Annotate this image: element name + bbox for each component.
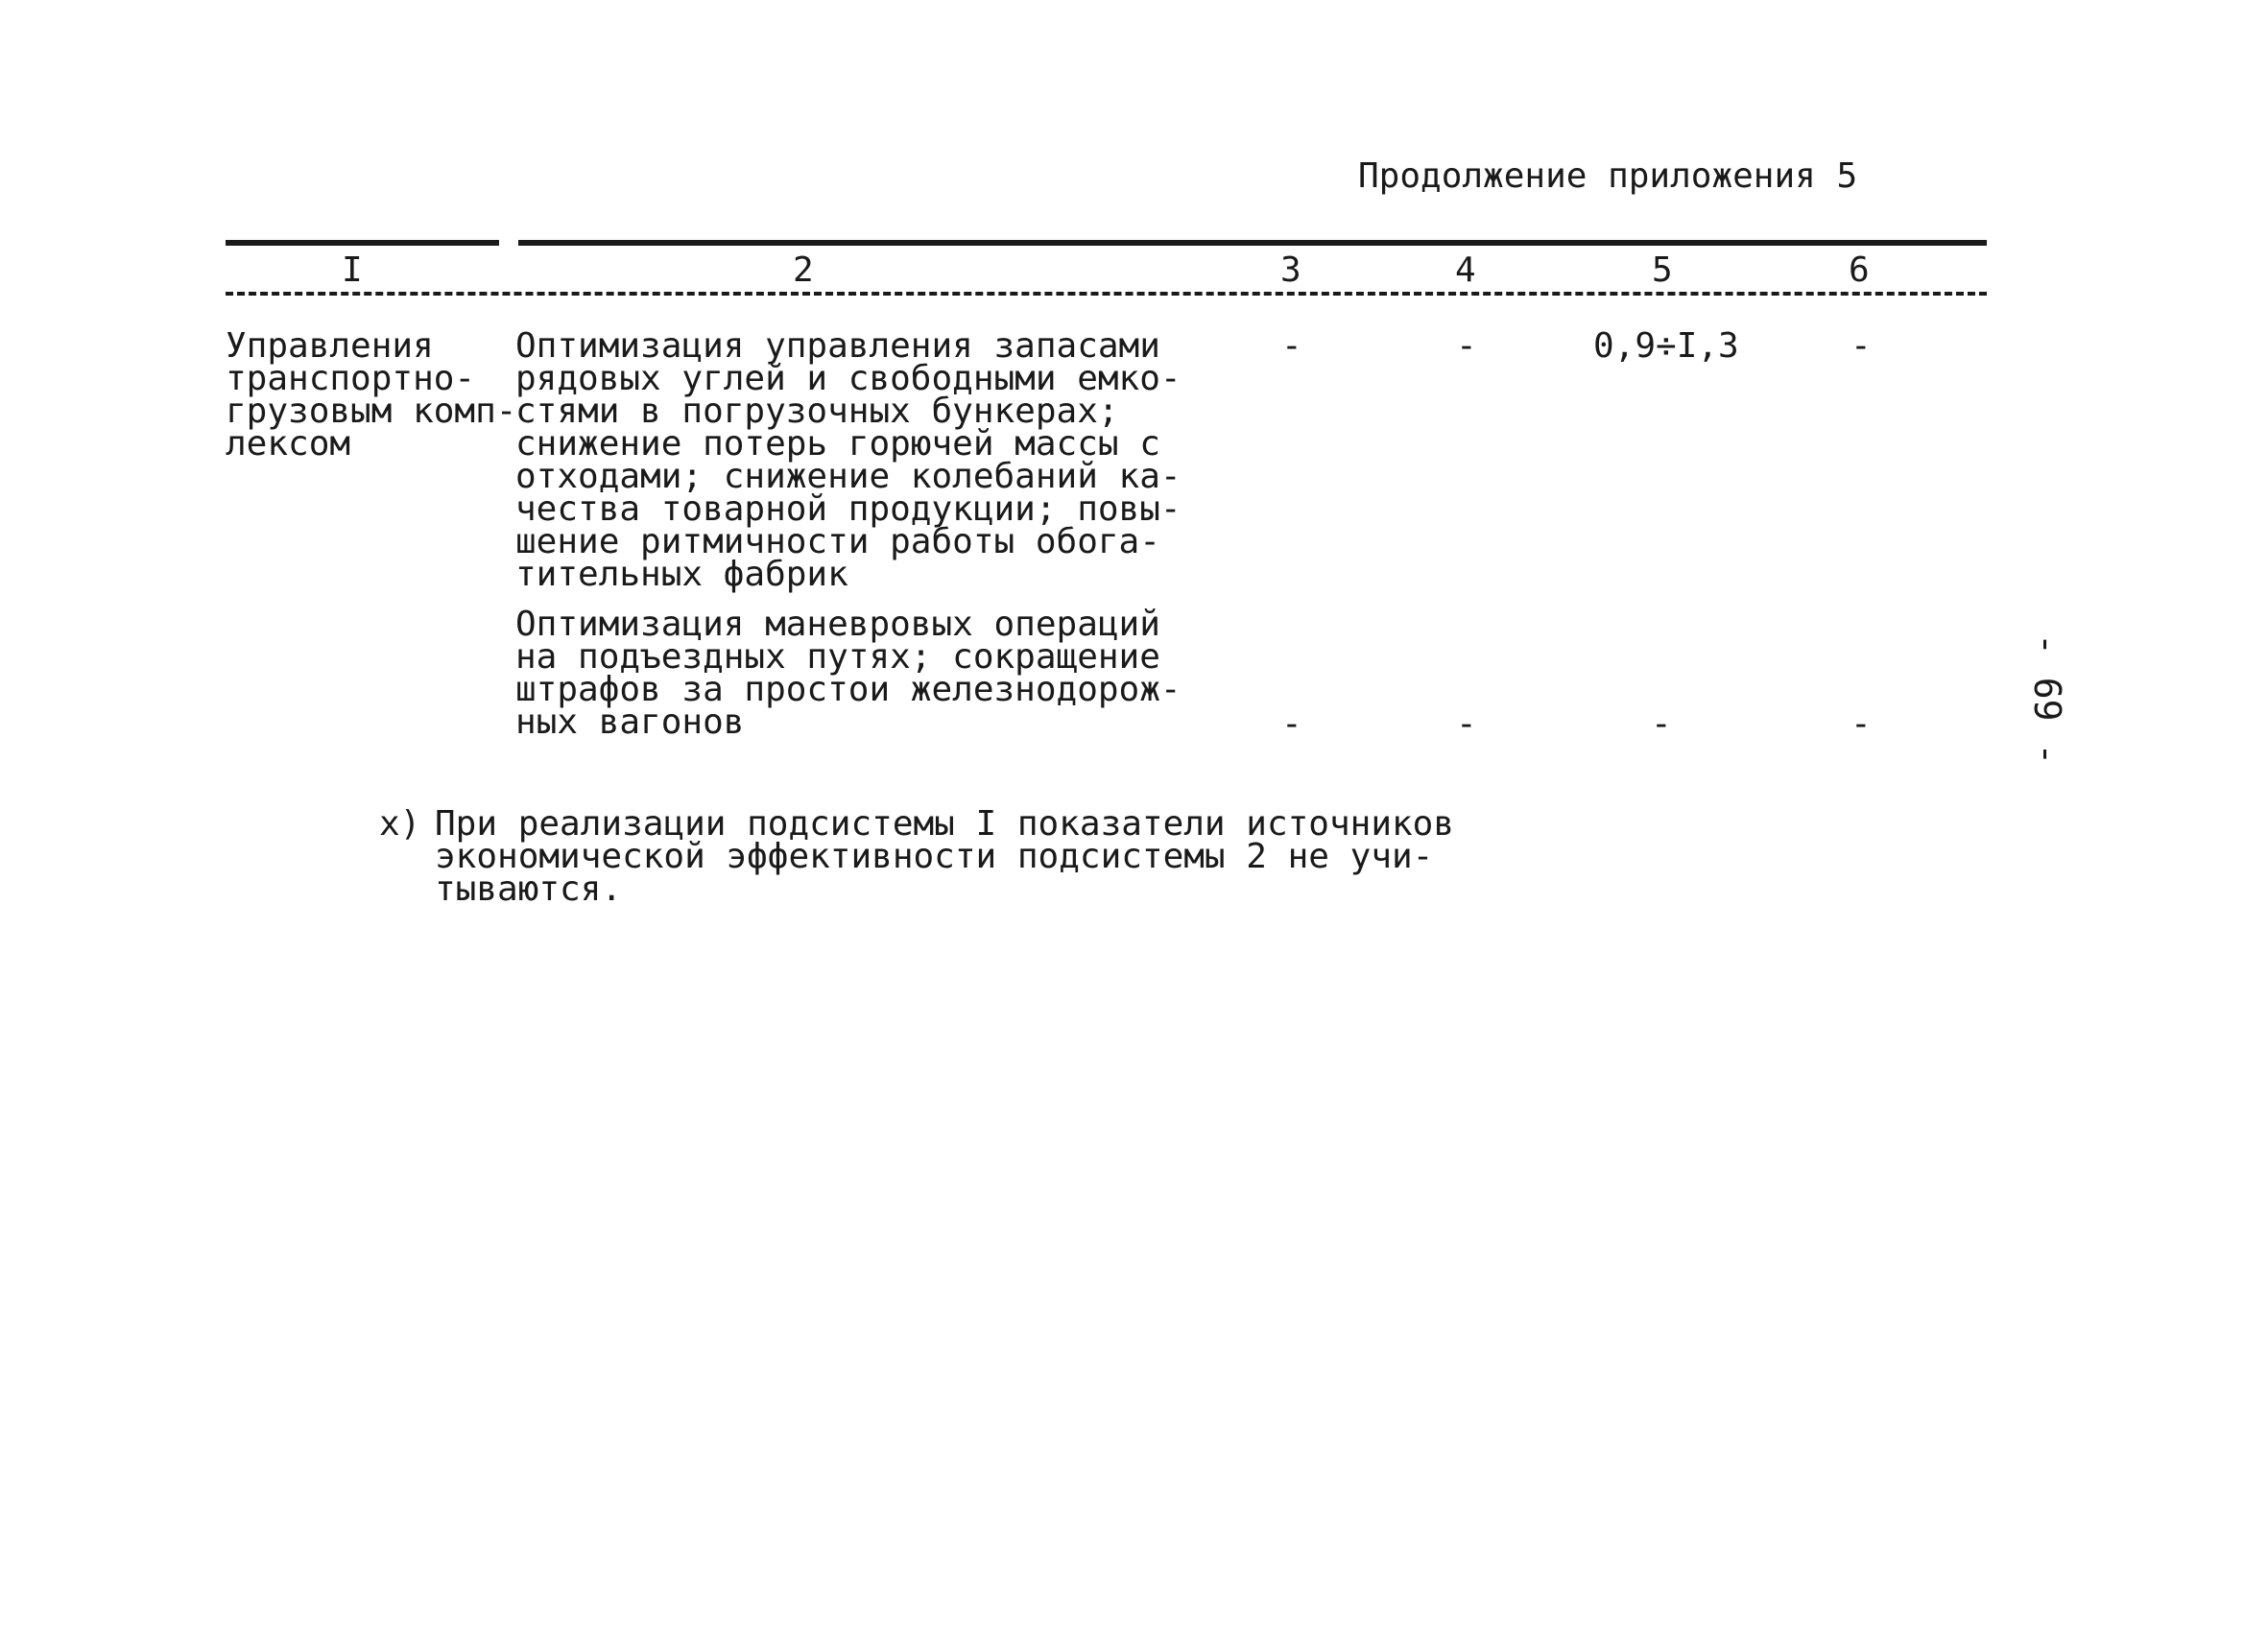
column-number-6: 6 bbox=[1845, 253, 1874, 288]
table-cell-description: Оптимизация маневровых операций на подъездных путях; сокращение штрафов за простои железнодорож- ных вагонов bbox=[515, 605, 1182, 742]
column-number-dashed-line bbox=[226, 292, 1987, 296]
column-number-4: 4 bbox=[1451, 253, 1480, 288]
table-cell-col5: - bbox=[1651, 704, 1672, 744]
footnote-marker: х) bbox=[379, 804, 421, 844]
page-number: - 69 - bbox=[2026, 633, 2068, 766]
table-cell-col3: - bbox=[1281, 704, 1302, 744]
table-cell-col6: - bbox=[1850, 704, 1872, 744]
table-cell-col4: - bbox=[1456, 704, 1477, 744]
column-number-2: 2 bbox=[789, 253, 818, 288]
column-number-3: 3 bbox=[1277, 253, 1305, 288]
column-number-5: 5 bbox=[1648, 253, 1677, 288]
table-cell-col6: - bbox=[1850, 326, 1872, 366]
table-cell-subsystem: Управления транспортно- грузовым комп- лексом bbox=[226, 326, 517, 464]
column-number-1: I bbox=[338, 253, 367, 288]
appendix-heading: Продолжение приложения 5 bbox=[1358, 156, 1858, 196]
table-cell-col4: - bbox=[1456, 326, 1477, 366]
table-top-rule-right bbox=[518, 240, 1987, 246]
table-top-rule-left bbox=[226, 240, 499, 246]
table-cell-col3: - bbox=[1281, 326, 1302, 366]
table-cell-col5: 0,9÷I,3 bbox=[1593, 326, 1739, 366]
footnote-text: При реализации подсистемы I показатели источников экономической эффективности подсистемы 2 не учи- тываются. bbox=[435, 804, 1455, 909]
table-cell-description: Оптимизация управления запасами рядовых углей и свободными емко- стями в погрузочных бункерах; снижение потерь горючей массы с отходами; снижение колебаний ка- чества товарной продукции; повы- шение ритмичности работы обога- тительных фабрик bbox=[515, 326, 1182, 594]
